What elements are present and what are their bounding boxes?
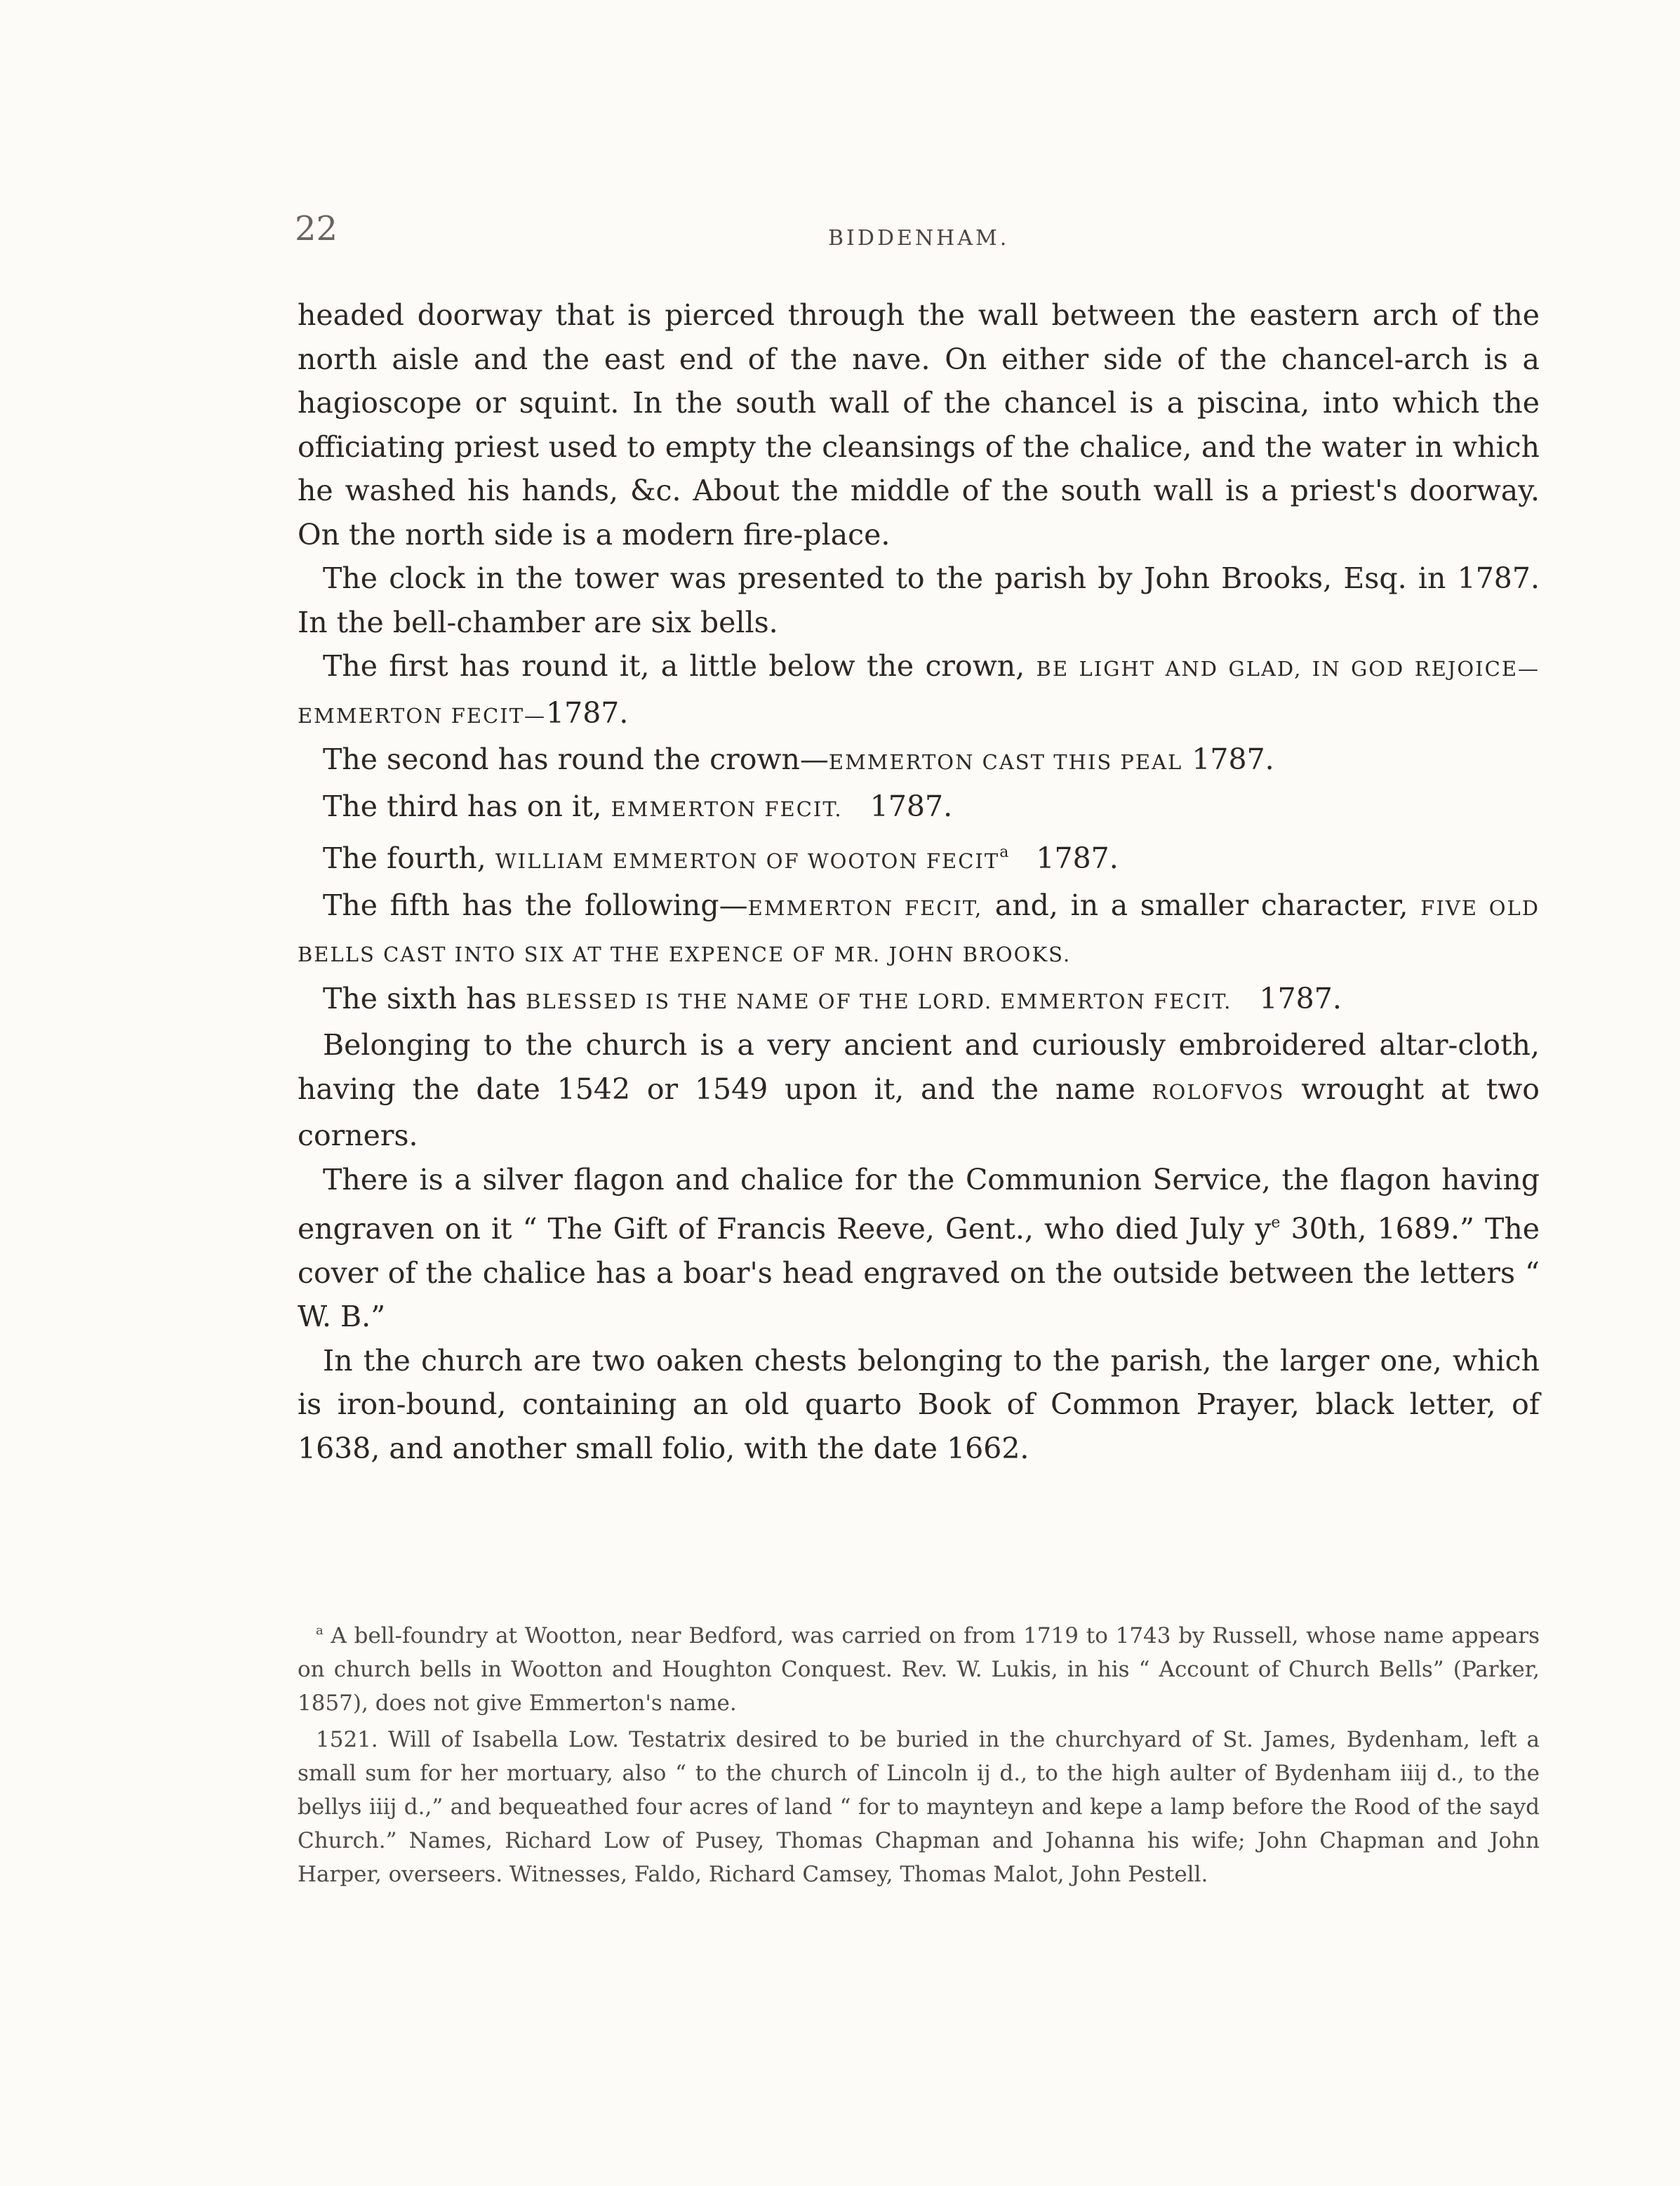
running-title: BIDDENHAM.: [828, 226, 1010, 251]
bell-inscription: EMMERTON FECIT.: [611, 797, 843, 821]
bell-inscription: BE LIGHT AND GLAD, IN GOD REJOICE—EMMERTON FECIT—: [298, 657, 1540, 728]
paragraph-text: The first has round it, a little below the crown,: [323, 649, 1025, 683]
paragraph-text: 30th, 1689.” The cover of the chalice has a boar's head engraved on the outside between the letters “ W. B.”: [298, 1212, 1540, 1333]
paragraph-second-bell: [298, 738, 1540, 785]
paragraph-clock: [298, 557, 1540, 644]
paragraph-chests: [298, 1339, 1540, 1471]
paragraph-text: There is a silver flagon and chalice for the Communion Service, the flagon having engraven on it “ The Gift of Francis Reeve, Gent., who died July y: [298, 1162, 1540, 1246]
footnote-marker: a: [316, 1623, 324, 1638]
bell-inscription: FIVE OLD BELLS CAST INTO SIX AT THE EXPENCE OF MR. JOHN BROOKS.: [298, 895, 1540, 966]
paragraph-text: wrought at two corners.: [298, 1072, 1540, 1152]
bell-date: 1787.: [1192, 742, 1274, 776]
paragraph-text: and, in a smaller character,: [994, 888, 1408, 922]
bell-inscription: EMMERTON FECIT,: [747, 895, 983, 920]
paragraph-text: The sixth has: [323, 981, 517, 1015]
bell-date: 1787.: [546, 695, 629, 730]
footnote-reference: a: [999, 844, 1009, 861]
paragraph-fifth-bell: [298, 884, 1540, 977]
bell-inscription: WILLIAM EMMERTON OF WOOTON FECIT: [495, 849, 1000, 873]
paragraph-text: The third has on it,: [323, 789, 602, 823]
paragraph-sixth-bell: [298, 977, 1540, 1024]
paragraph-altar-cloth: [298, 1023, 1540, 1158]
bell-date: 1787.: [869, 789, 953, 823]
paragraph-text: In the church are two oaken chests belonging to the parish, the larger one, which is iron-bound, containing an old quarto Book of Common Prayer, black letter, of 1638, and another small folio, with the date 1662.: [298, 1343, 1540, 1465]
footnote-a: [298, 1614, 1540, 1720]
bell-inscription: EMMERTON CAST THIS PEAL: [828, 750, 1183, 774]
paragraph-third-bell: [298, 785, 1540, 832]
paragraph-text: The clock in the tower was presented to the parish by John Brooks, Esq. in 1787. In the bell-chamber are six bells.: [298, 561, 1540, 639]
footnote-will: [298, 1723, 1540, 1891]
footnotes: [298, 1614, 1540, 1894]
paragraph-fourth-bell: [298, 831, 1540, 884]
paragraph-flagon: [298, 1158, 1540, 1339]
superscript: e: [1271, 1214, 1281, 1232]
bell-date: 1787.: [1036, 841, 1119, 875]
body-text: [298, 293, 1540, 1470]
bell-date: 1787.: [1259, 981, 1342, 1015]
paragraph-text: The fourth,: [323, 841, 486, 875]
bell-inscription: BLESSED IS THE NAME OF THE LORD. EMMERTON FECIT.: [526, 989, 1232, 1013]
footnote-text: A bell-foundry at Wootton, near Bedford, was carried on from 1719 to 1743 by Russell, whose name appears on church bells in Wootton and Houghton Conquest. Rev. W. Lukis, in his “ Account of Church Bells” (Parker, 1857), does not give Emmerton's name.: [298, 1623, 1540, 1716]
paragraph-first-bell: [298, 644, 1540, 738]
footnote-text: 1521. Will of Isabella Low. Testatrix desired to be buried in the churchyard of St. James, Bydenham, left a small sum for her mortuary, also “ to the church of Lincoln ij d., to the high aulter of Bydenham iiij d., to the bellys iiij d.,” and bequeathed four acres of land “ for to maynteyn and kepe a lamp before the Rood of the sayd Church.” Names, Richard Low of Pusey, Thomas Chapman and Johanna his wife; John Chapman and John Harper, overseers. Witnesses, Faldo, Richard Camsey, Thomas Malot, John Pestell.: [298, 1727, 1540, 1887]
paragraph-text: Belonging to the church is a very ancient and curiously embroidered altar-cloth, having the date 1542 or 1549 upon it, and the name: [298, 1028, 1540, 1106]
inscription-name: ROLOFVOS: [1152, 1079, 1285, 1104]
paragraph-doorway: [298, 293, 1540, 557]
page-number: 22: [295, 209, 338, 248]
paragraph-text: The fifth has the following—: [323, 888, 748, 922]
paragraph-text: The second has round the crown—: [323, 742, 829, 776]
paragraph-text: headed doorway that is pierced through the wall between the eastern arch of the north aisle and the east end of the nave. On either side of the chancel-arch is a hagioscope or squint. In the south wall of the chancel is a piscina, into which the officiating priest used to empty the cleansings of the chalice, and the water in which he washed his hands, &c. About the middle of the south wall is a priest's doorway. On the north side is a modern fire-place.: [298, 298, 1540, 552]
